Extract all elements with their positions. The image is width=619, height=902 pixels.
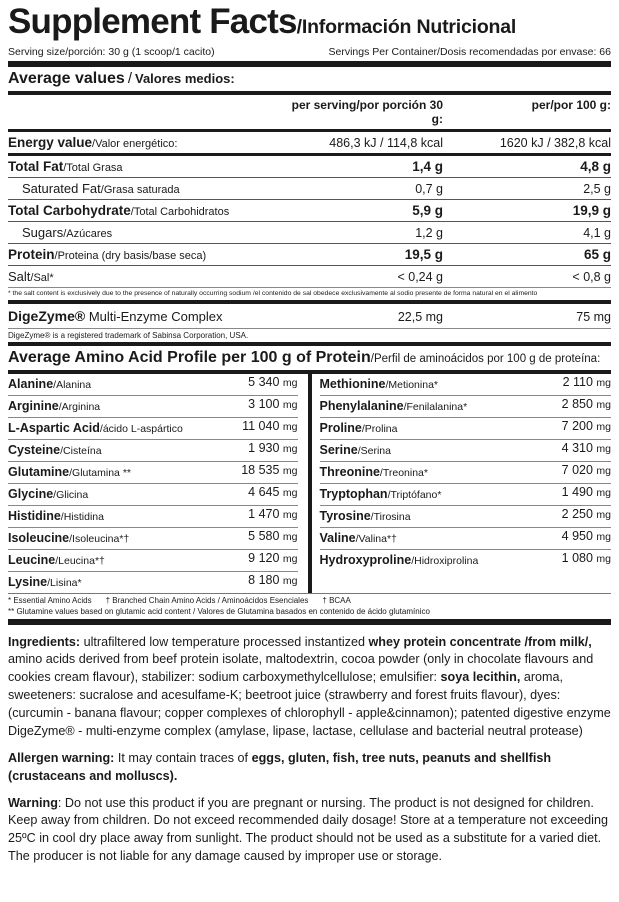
amino-acid-name-cell bbox=[8, 549, 227, 571]
nutrient-value-per-100g: 4,8 g bbox=[461, 154, 611, 177]
nutrient-name-es: /Total Grasa bbox=[63, 161, 123, 174]
amino-acid-name-en: Tyrosine bbox=[319, 509, 371, 524]
nutrient-value-per-serving: 5,9 g bbox=[286, 199, 461, 221]
amino-acid-name-es: /Cisteína bbox=[60, 445, 102, 458]
amino-acid-value bbox=[227, 483, 298, 505]
digezyme-value-per-serving: 22,5 mg bbox=[286, 304, 461, 329]
amino-acid-name-es: /Arginina bbox=[58, 401, 101, 414]
amino-acid-name-es: /Tirosina bbox=[370, 511, 411, 524]
amino-acid-name-es: /Serina bbox=[357, 445, 391, 458]
table-row bbox=[8, 439, 298, 461]
amino-acid-name-en: Cysteine bbox=[8, 443, 61, 458]
allergen-warning-label: Allergen warning: bbox=[8, 750, 115, 765]
nutrient-value-per-serving: 486,3 kJ / 114,8 kcal bbox=[286, 130, 461, 154]
amino-acid-marker: * bbox=[423, 467, 428, 480]
amino-acid-value bbox=[542, 527, 611, 549]
amino-acid-amount: 5 340 bbox=[248, 375, 280, 390]
table-row bbox=[320, 439, 612, 461]
nutrition-header-blank bbox=[8, 95, 286, 131]
amino-acid-value bbox=[227, 549, 298, 571]
nutrient-value-per-100g: 1620 kJ / 382,8 kcal bbox=[461, 130, 611, 154]
heading-separator: / bbox=[127, 69, 132, 87]
amino-acid-name-cell bbox=[8, 527, 227, 549]
nutrient-name-en: Total Fat bbox=[8, 158, 64, 174]
amino-acid-name-en: Serine bbox=[319, 443, 358, 458]
table-row bbox=[8, 374, 298, 396]
amino-acid-value bbox=[227, 505, 298, 527]
amino-acid-right-list bbox=[320, 374, 612, 571]
nutrient-value-per-serving: < 0,24 g bbox=[286, 265, 461, 287]
amino-acid-name-es: /Treonina bbox=[379, 467, 424, 480]
warning-paragraph bbox=[8, 795, 611, 867]
amino-acid-name-en: Methionine bbox=[319, 377, 386, 392]
amino-acid-value bbox=[542, 374, 611, 396]
amino-acid-name-es: /Alanina bbox=[53, 379, 92, 392]
nutrition-header-per-100g: per/por 100 g: bbox=[461, 95, 611, 131]
table-row bbox=[320, 505, 612, 527]
warning-text: : Do not use this product if you are pregnant or nursing. The product is not designed for children. Keep away from children. Do not exceed recommended daily dosage! Store at a temperature not exceeding 25ºC in cool dry place away from sunlight. The product should not be used as a substitute for a varied diet. The producer is not liable for any damage caused by improper use or storage. bbox=[8, 795, 608, 864]
table-row bbox=[8, 199, 611, 221]
table-row bbox=[8, 483, 298, 505]
amino-acid-unit: mg bbox=[282, 443, 298, 456]
table-row bbox=[8, 221, 611, 243]
amino-acid-unit: mg bbox=[596, 509, 611, 522]
nutrient-name-cell bbox=[8, 265, 286, 287]
amino-acid-footnotes bbox=[8, 594, 611, 619]
ingredients-text-2: amino acids derived from beef protein isolate, maltodextrin, cocoa powder (only in chocolate flavours and cookies cream flavour), stabilizer: sodium carboxymethylcellulose; emulsifier: bbox=[8, 652, 594, 685]
amino-acid-unit: mg bbox=[596, 377, 611, 390]
amino-acid-name-cell bbox=[8, 374, 227, 396]
amino-acid-amount: 4 645 bbox=[248, 485, 280, 500]
table-row bbox=[8, 154, 611, 177]
table-row bbox=[320, 395, 612, 417]
allergen-bold-1: eggs, gluten, fish, tree nuts, peanuts and shellfish (crustaceans and molluscs). bbox=[8, 750, 552, 783]
amino-acid-amount: 4 310 bbox=[561, 441, 593, 456]
nutrient-value-per-serving: 0,7 g bbox=[286, 177, 461, 199]
amino-acid-amount: 18 535 bbox=[241, 463, 280, 478]
amino-acid-amount: 9 120 bbox=[248, 551, 280, 566]
average-values-heading bbox=[8, 67, 611, 91]
amino-acid-unit: mg bbox=[282, 575, 298, 588]
nutrition-table-header-row bbox=[8, 95, 611, 131]
amino-acid-name-en: L-Aspartic Acid bbox=[8, 421, 100, 436]
table-row bbox=[8, 417, 298, 439]
divider-bottom-table bbox=[8, 619, 611, 625]
amino-acid-name-cell bbox=[8, 505, 227, 527]
amino-acid-right-column bbox=[310, 374, 612, 593]
supplement-facts-label bbox=[0, 4, 619, 866]
amino-acid-amount: 1 080 bbox=[561, 551, 593, 566]
table-row bbox=[320, 527, 612, 549]
table-row bbox=[8, 243, 611, 265]
amino-acid-value bbox=[542, 417, 611, 439]
amino-acid-name-en: Tryptophan bbox=[319, 487, 388, 502]
amino-acid-name-cell bbox=[8, 461, 227, 483]
amino-acid-amount: 1 490 bbox=[561, 485, 593, 500]
nutrient-name-en: Energy value bbox=[8, 134, 93, 150]
amino-acid-amount: 4 950 bbox=[561, 529, 593, 544]
amino-acid-marker: ** bbox=[119, 467, 131, 480]
nutrient-name-cell bbox=[8, 130, 286, 154]
amino-acid-footnote-line-1 bbox=[8, 596, 611, 607]
amino-acid-value bbox=[227, 439, 298, 461]
amino-acid-unit: mg bbox=[282, 487, 298, 500]
amino-acid-marker: *† bbox=[119, 533, 130, 546]
amino-acid-value bbox=[542, 395, 611, 417]
table-row bbox=[8, 461, 298, 483]
amino-acid-heading-es: Perfil de aminoácidos por 100 g de proteína: bbox=[373, 352, 601, 365]
table-row bbox=[320, 374, 612, 396]
amino-acid-unit: mg bbox=[282, 399, 298, 412]
nutrition-table bbox=[8, 95, 611, 288]
title-english: Supplement Facts bbox=[8, 2, 297, 41]
amino-acid-value bbox=[227, 417, 298, 439]
amino-acid-marker: * bbox=[433, 379, 439, 392]
amino-acid-marker: * bbox=[437, 489, 442, 502]
amino-acid-unit: mg bbox=[282, 553, 298, 566]
nutrient-name-extra: (dry basis/base seca) bbox=[98, 249, 207, 262]
amino-acid-heading bbox=[8, 346, 611, 370]
table-row bbox=[8, 549, 298, 571]
amino-acid-value bbox=[542, 549, 611, 571]
amino-acid-name-cell bbox=[320, 505, 542, 527]
table-row bbox=[8, 265, 611, 287]
amino-acid-name-es: /Fenilalanina bbox=[403, 401, 464, 414]
amino-acid-name-cell bbox=[320, 395, 542, 417]
nutrient-name-cell bbox=[8, 221, 286, 243]
digezyme-name: DigeZyme® bbox=[8, 307, 86, 324]
amino-acid-name-es: /Leucina bbox=[55, 555, 95, 568]
amino-acid-marker: * bbox=[77, 577, 82, 590]
heading-separator: / bbox=[370, 352, 374, 365]
amino-acid-amount: 5 580 bbox=[248, 529, 280, 544]
amino-acid-name-es: /Glutamina bbox=[69, 467, 120, 480]
ingredients-label: Ingredients: bbox=[8, 634, 81, 649]
amino-acid-name-cell bbox=[8, 483, 227, 505]
servings-per-container: Servings Per Container/Dosis recomendadas por envase: 66 bbox=[328, 45, 611, 58]
amino-acid-table bbox=[8, 374, 611, 593]
amino-acid-name-es: /Triptófano bbox=[387, 489, 438, 502]
amino-acid-name-en: Glutamine bbox=[8, 465, 70, 480]
table-row bbox=[8, 177, 611, 199]
amino-acid-name-cell bbox=[8, 395, 227, 417]
amino-acid-amount: 1 930 bbox=[248, 441, 280, 456]
amino-acid-unit: mg bbox=[282, 421, 298, 434]
amino-acid-value bbox=[227, 527, 298, 549]
nutrition-header-per-serving: per serving/por porción 30 g: bbox=[286, 95, 461, 131]
amino-acid-name-cell bbox=[320, 374, 542, 396]
title-spanish: /Información Nutricional bbox=[296, 16, 517, 38]
amino-acid-name-cell bbox=[320, 417, 542, 439]
nutrient-value-per-100g: 4,1 g bbox=[461, 221, 611, 243]
amino-acid-value bbox=[227, 571, 298, 593]
amino-acid-unit: mg bbox=[596, 487, 611, 500]
amino-acid-amount: 7 020 bbox=[561, 463, 593, 478]
digezyme-value-per-100g: 75 mg bbox=[461, 304, 611, 329]
amino-acid-name-en: Valine bbox=[319, 531, 356, 546]
amino-acid-name-en: Alanine bbox=[8, 377, 54, 392]
digezyme-table bbox=[8, 304, 611, 329]
amino-acid-name-cell bbox=[8, 439, 227, 461]
amino-acid-unit: mg bbox=[282, 465, 298, 478]
amino-acid-value bbox=[227, 395, 298, 417]
amino-acid-unit: mg bbox=[596, 399, 611, 412]
amino-acid-name-cell bbox=[320, 527, 542, 549]
allergen-text-1: It may contain traces of bbox=[114, 750, 252, 765]
amino-acid-name-cell bbox=[8, 571, 227, 593]
amino-acid-name-es: /Lisina bbox=[47, 577, 78, 590]
nutrient-name-cell bbox=[8, 154, 286, 177]
average-values-heading-es: Valores medios: bbox=[134, 70, 235, 86]
serving-info-row bbox=[8, 46, 611, 61]
ingredients-bold-1: whey protein concentrate /from milk/, bbox=[368, 634, 592, 649]
table-row bbox=[8, 505, 298, 527]
ingredients-text-1: ultrafiltered low temperature processed instantized bbox=[80, 634, 369, 649]
amino-acid-name-en: Lysine bbox=[8, 575, 48, 590]
amino-acid-name-en: Leucine bbox=[8, 553, 56, 568]
nutrient-value-per-serving: 1,4 g bbox=[286, 154, 461, 177]
salt-footnote: * the salt content is exclusively due to the presence of naturally occurring sodium /el contenido de sal obedece exclusivamente al sodio presente de forma natural en el alimento bbox=[8, 289, 538, 297]
footnote-bcaa-en: † Branched Chain Amino Acids / Aminoácidos Esenciales bbox=[105, 595, 309, 605]
nutrient-name-cell bbox=[8, 177, 286, 199]
amino-acid-name-es: /Histidina bbox=[60, 511, 104, 524]
amino-acid-unit: mg bbox=[596, 443, 611, 456]
amino-acid-left-list bbox=[8, 374, 298, 593]
amino-acid-value bbox=[227, 374, 298, 396]
amino-acid-name-cell bbox=[320, 549, 542, 571]
amino-acid-amount: 7 200 bbox=[561, 419, 593, 434]
footnote-bcaa-es: † BCAA bbox=[322, 595, 351, 605]
amino-acid-name-es: /Metionina bbox=[385, 379, 434, 392]
amino-acid-name-es: /Hidroxiprolina bbox=[411, 555, 479, 568]
nutrient-name-en: Salt bbox=[8, 268, 31, 284]
amino-acid-unit: mg bbox=[282, 509, 298, 522]
amino-acid-name-es: /ácido L-aspártico bbox=[99, 423, 183, 436]
amino-acid-name-en: Proline bbox=[319, 421, 362, 436]
table-row bbox=[8, 304, 611, 329]
nutrient-name-en: Saturated Fat bbox=[22, 180, 101, 196]
amino-acid-value bbox=[542, 505, 611, 527]
nutrient-name-es: /Sal* bbox=[30, 271, 54, 284]
amino-acid-amount: 1 470 bbox=[248, 507, 280, 522]
ingredients-bold-2: soya lecithin, bbox=[440, 670, 521, 685]
footnote-essential: * Essential Amino Acids bbox=[8, 595, 92, 605]
nutrient-name-en: Protein bbox=[8, 246, 55, 262]
amino-acid-amount: 3 100 bbox=[248, 397, 280, 412]
amino-acid-name-cell bbox=[320, 483, 542, 505]
amino-acid-marker: * bbox=[463, 401, 468, 414]
nutrient-name-es: /Total Carbohidratos bbox=[130, 205, 230, 218]
nutrient-value-per-serving: 1,2 g bbox=[286, 221, 461, 243]
table-row bbox=[320, 461, 612, 483]
amino-acid-amount: 11 040 bbox=[242, 419, 280, 434]
nutrient-name-es: /Azúcares bbox=[63, 227, 113, 240]
amino-acid-amount: 2 850 bbox=[561, 397, 593, 412]
amino-acid-name-en: Isoleucine bbox=[8, 531, 70, 546]
nutrient-name-en: Total Carbohydrate bbox=[8, 202, 131, 218]
serving-size: Serving size/porción: 30 g (1 scoop/1 cacito) bbox=[8, 45, 215, 58]
amino-acid-name-cell bbox=[320, 439, 542, 461]
amino-acid-unit: mg bbox=[596, 421, 611, 434]
nutrient-name-es: /Valor energético: bbox=[92, 137, 178, 150]
amino-acid-name-es: /Valina bbox=[355, 533, 387, 546]
amino-acid-marker: *† bbox=[386, 533, 397, 546]
warning-label: Warning bbox=[8, 795, 58, 810]
digezyme-trademark-note: DigeZyme® is a registered trademark of Sabinsa Corporation, USA. bbox=[8, 330, 249, 340]
amino-acid-footnote-line-2: ** Glutamine values based on glutamic acid content / Valores de Glutamina basados en contenido de ácido glutamínico bbox=[8, 606, 430, 616]
average-values-heading-en: Average values bbox=[8, 69, 125, 87]
amino-acid-amount: 2 110 bbox=[562, 375, 593, 390]
amino-acid-unit: mg bbox=[596, 553, 611, 566]
nutrient-name-cell bbox=[8, 199, 286, 221]
amino-acid-heading-en: Average Amino Acid Profile per 100 g of Protein bbox=[8, 348, 371, 366]
amino-acid-name-cell bbox=[320, 461, 542, 483]
amino-acid-marker: *† bbox=[94, 555, 105, 568]
nutrient-value-per-100g: 2,5 g bbox=[461, 177, 611, 199]
amino-acid-name-en: Histidine bbox=[8, 509, 61, 524]
amino-acid-name-es: /Prolina bbox=[361, 423, 398, 436]
amino-acid-name-en: Phenylalanine bbox=[319, 399, 404, 414]
amino-acid-amount: 8 180 bbox=[248, 573, 280, 588]
amino-acid-amount: 2 250 bbox=[561, 507, 593, 522]
nutrient-name-es: /Grasa saturada bbox=[100, 183, 180, 196]
amino-acid-name-en: Arginine bbox=[8, 399, 59, 414]
amino-acid-value bbox=[542, 439, 611, 461]
amino-acid-value bbox=[227, 461, 298, 483]
nutrient-value-per-100g: 65 g bbox=[461, 243, 611, 265]
table-row bbox=[8, 130, 611, 154]
table-row bbox=[8, 527, 298, 549]
nutrient-name-es: /Proteina bbox=[54, 249, 99, 262]
table-row bbox=[8, 571, 298, 593]
nutrient-value-per-100g: < 0,8 g bbox=[461, 265, 611, 287]
amino-acid-name-en: Threonine bbox=[319, 465, 380, 480]
ingredients-paragraph bbox=[8, 634, 611, 741]
allergen-warning-paragraph bbox=[8, 750, 611, 786]
nutrient-value-per-serving: 19,5 g bbox=[286, 243, 461, 265]
nutrient-value-per-100g: 19,9 g bbox=[461, 199, 611, 221]
amino-acid-value bbox=[542, 461, 611, 483]
amino-acid-unit: mg bbox=[596, 531, 611, 544]
amino-acid-name-en: Glycine bbox=[8, 487, 54, 502]
amino-acid-unit: mg bbox=[282, 377, 298, 390]
amino-acid-left-column bbox=[8, 374, 310, 593]
ingredients-text-3: aroma, sweeteners: sucralose and acesulfame-K; beetroot juice (strawberry and forest fruits flavour), dyes: (curcumin - banana flavour; copper complexes of chlorophyll - apple&cinnamon); patented digestive enzyme DigeZyme® - multi-enzyme complex (amylase, lipase, lactase, cellulase and bacterial neutral protease) bbox=[8, 670, 611, 738]
nutrient-name-cell bbox=[8, 243, 286, 265]
table-row bbox=[320, 417, 612, 439]
label-title bbox=[8, 4, 611, 41]
amino-acid-value bbox=[542, 483, 611, 505]
table-row bbox=[320, 483, 612, 505]
amino-acid-name-en: Hydroxyproline bbox=[319, 553, 412, 568]
table-row bbox=[320, 549, 612, 571]
amino-acid-unit: mg bbox=[596, 465, 611, 478]
digezyme-name-cell bbox=[8, 304, 286, 329]
table-row bbox=[8, 395, 298, 417]
digezyme-name-rest: Multi-Enzyme Complex bbox=[85, 308, 223, 324]
nutrient-name-en: Sugars bbox=[22, 224, 64, 240]
amino-acid-unit: mg bbox=[282, 531, 298, 544]
amino-acid-name-es: /Glicina bbox=[53, 489, 89, 502]
amino-acid-name-cell bbox=[8, 417, 227, 439]
amino-acid-name-es: /Isoleucina bbox=[69, 533, 120, 546]
